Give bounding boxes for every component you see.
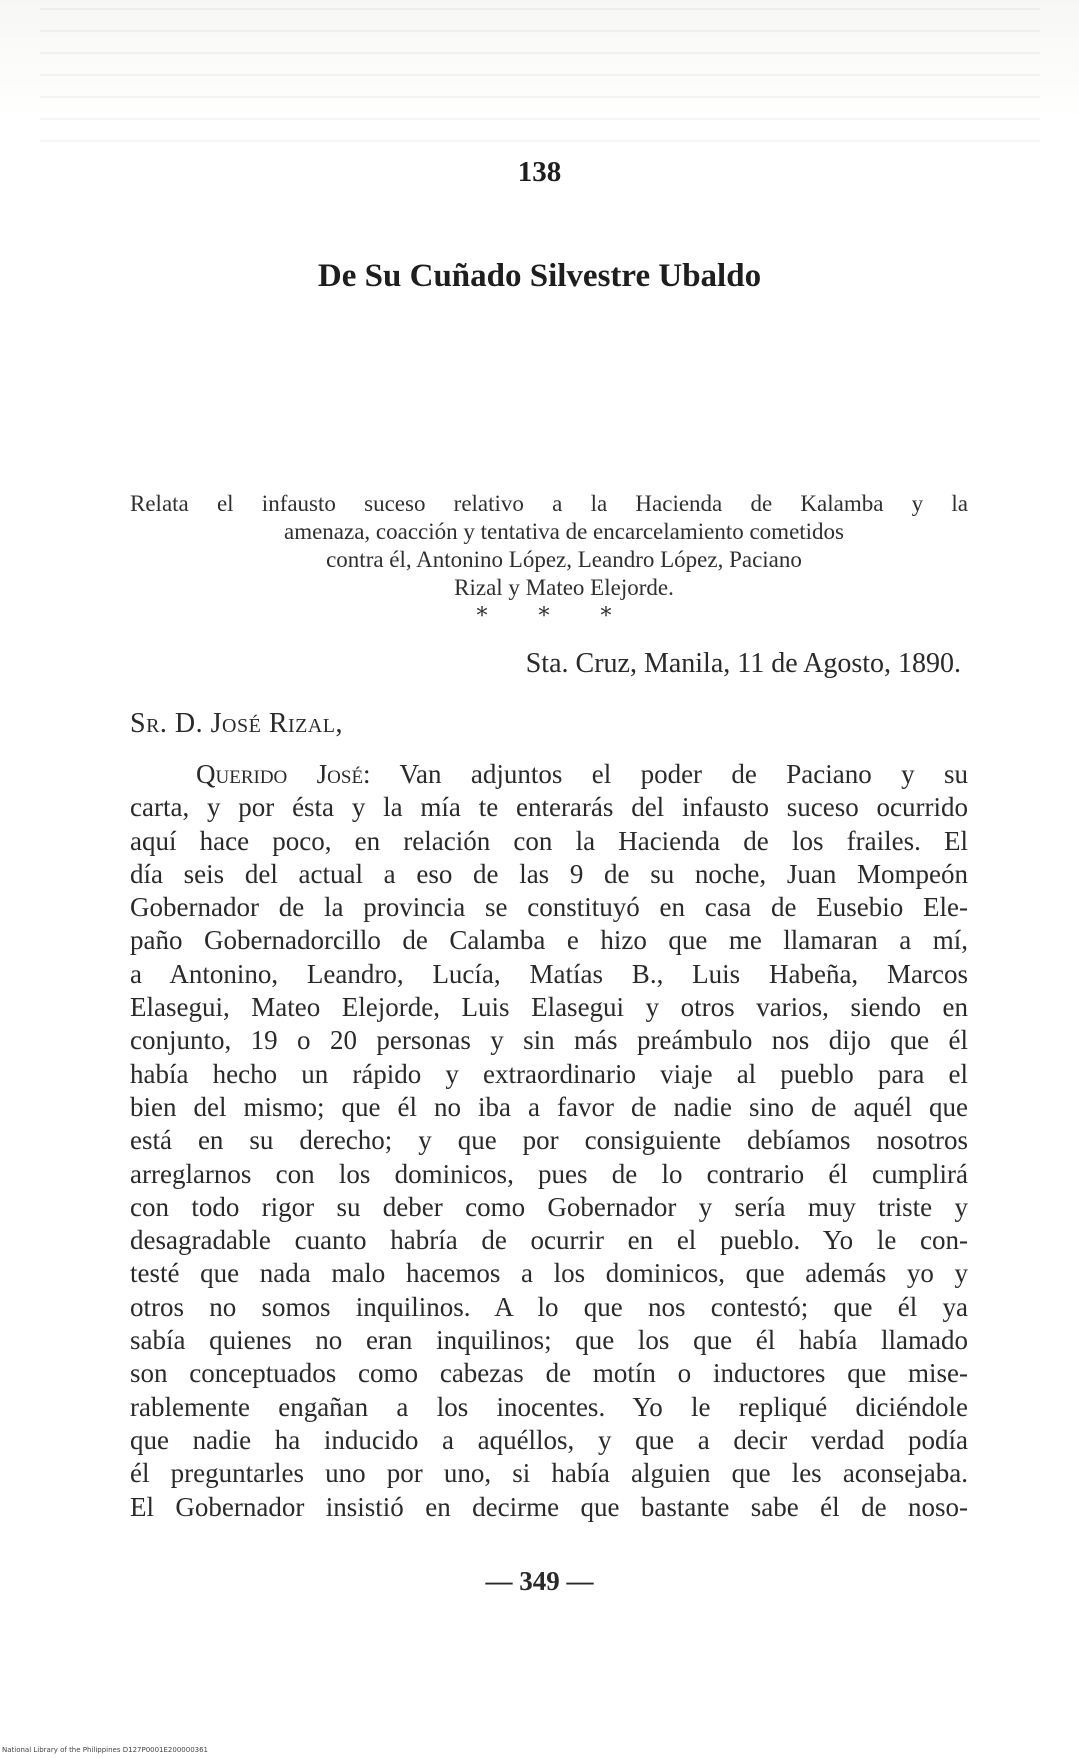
letter-body (130, 758, 968, 1524)
body-line: otros no somos inquilinos. A lo que nos contestó; que él ya (130, 1291, 968, 1322)
section-separator: * * * (476, 604, 634, 629)
summary-line: amenaza, coacción y tentativa de encarcelamiento cometidos (283, 519, 845, 544)
footer-page-number: — 349 — (485, 1566, 594, 1596)
summary-line: Rizal y Mateo Elejorde. (454, 575, 674, 600)
body-line: arreglarnos con los dominicos, pues de lo contrario él cumplirá (130, 1158, 968, 1189)
body-line: bien del mismo; que él no iba a favor de nadie sino de aquél que (130, 1091, 968, 1122)
show-through-text (40, 8, 1040, 158)
body-line: conjunto, 19 o 20 personas y sin más preámbulo nos dijo que él (130, 1025, 968, 1056)
body-line: sabía quienes no eran inquilinos; que los que él había llamado (130, 1325, 968, 1356)
body-line: rablemente engañan a los inocentes. Yo le repliqué diciéndole (130, 1391, 968, 1422)
body-line-text: Van adjuntos el poder de Paciano y su (399, 759, 969, 789)
body-line (130, 758, 968, 791)
body-line: El Gobernador insistió en decirme que bastante sabe él de noso- (130, 1491, 968, 1522)
body-line: paño Gobernadorcillo de Calamba e hizo que me llamaran a mí, (130, 925, 968, 956)
body-line: que nadie ha inducido a aquéllos, y que a decir verdad podía (130, 1424, 968, 1455)
body-line: con todo rigor su deber como Gobernador y sería muy triste y (130, 1191, 968, 1222)
body-line: él preguntarles uno por uno, si había alguien que les aconsejaba. (130, 1458, 968, 1489)
body-line: son conceptuados como cabezas de motín o inductores que mise- (130, 1358, 968, 1389)
greeting: Querido José: (196, 759, 371, 789)
dateline: Sta. Cruz, Manila, 11 de Agosto, 1890. (525, 648, 961, 679)
body-line: carta, y por ésta y la mía te enterarás del infausto suceso ocurrido (130, 792, 968, 823)
summary-line: contra él, Antonino López, Leandro López, Paciano (326, 547, 802, 572)
body-line: Gobernador de la provincia se constituyó en casa de Eusebio Ele- (130, 892, 968, 923)
body-line: Elasegui, Mateo Elejorde, Luis Elasegui y otros varios, siendo en (130, 992, 968, 1023)
summary-paragraph (130, 490, 968, 602)
body-line: aquí hace poco, en relación con la Hacienda de los frailes. El (130, 825, 968, 856)
body-line: desagradable cuanto habría de ocurrir en el pueblo. Yo le con- (130, 1225, 968, 1256)
body-line: a Antonino, Leandro, Lucía, Matías B., Luis Habeña, Marcos (130, 958, 968, 989)
body-line: día seis del actual a eso de las 9 de su noche, Juan Mompeón (130, 858, 968, 889)
page-number: 138 (517, 156, 562, 188)
scan-credit: National Library of the Philippines D127P0001E200000361 (2, 1746, 209, 1754)
letter-title: De Su Cuñado Silvestre Ubaldo (317, 258, 762, 294)
salutation: Sr. D. José Rizal, (130, 708, 344, 739)
body-line: testé que nada malo hacemos a los dominicos, que además yo y (130, 1258, 968, 1289)
summary-line: Relata el infausto suceso relativo a la Hacienda de Kalamba y la (130, 491, 968, 516)
body-line: está en su derecho; y que por consiguiente debíamos nosotros (130, 1125, 968, 1156)
body-line: había hecho un rápido y extraordinario viaje al pueblo para el (130, 1058, 968, 1089)
